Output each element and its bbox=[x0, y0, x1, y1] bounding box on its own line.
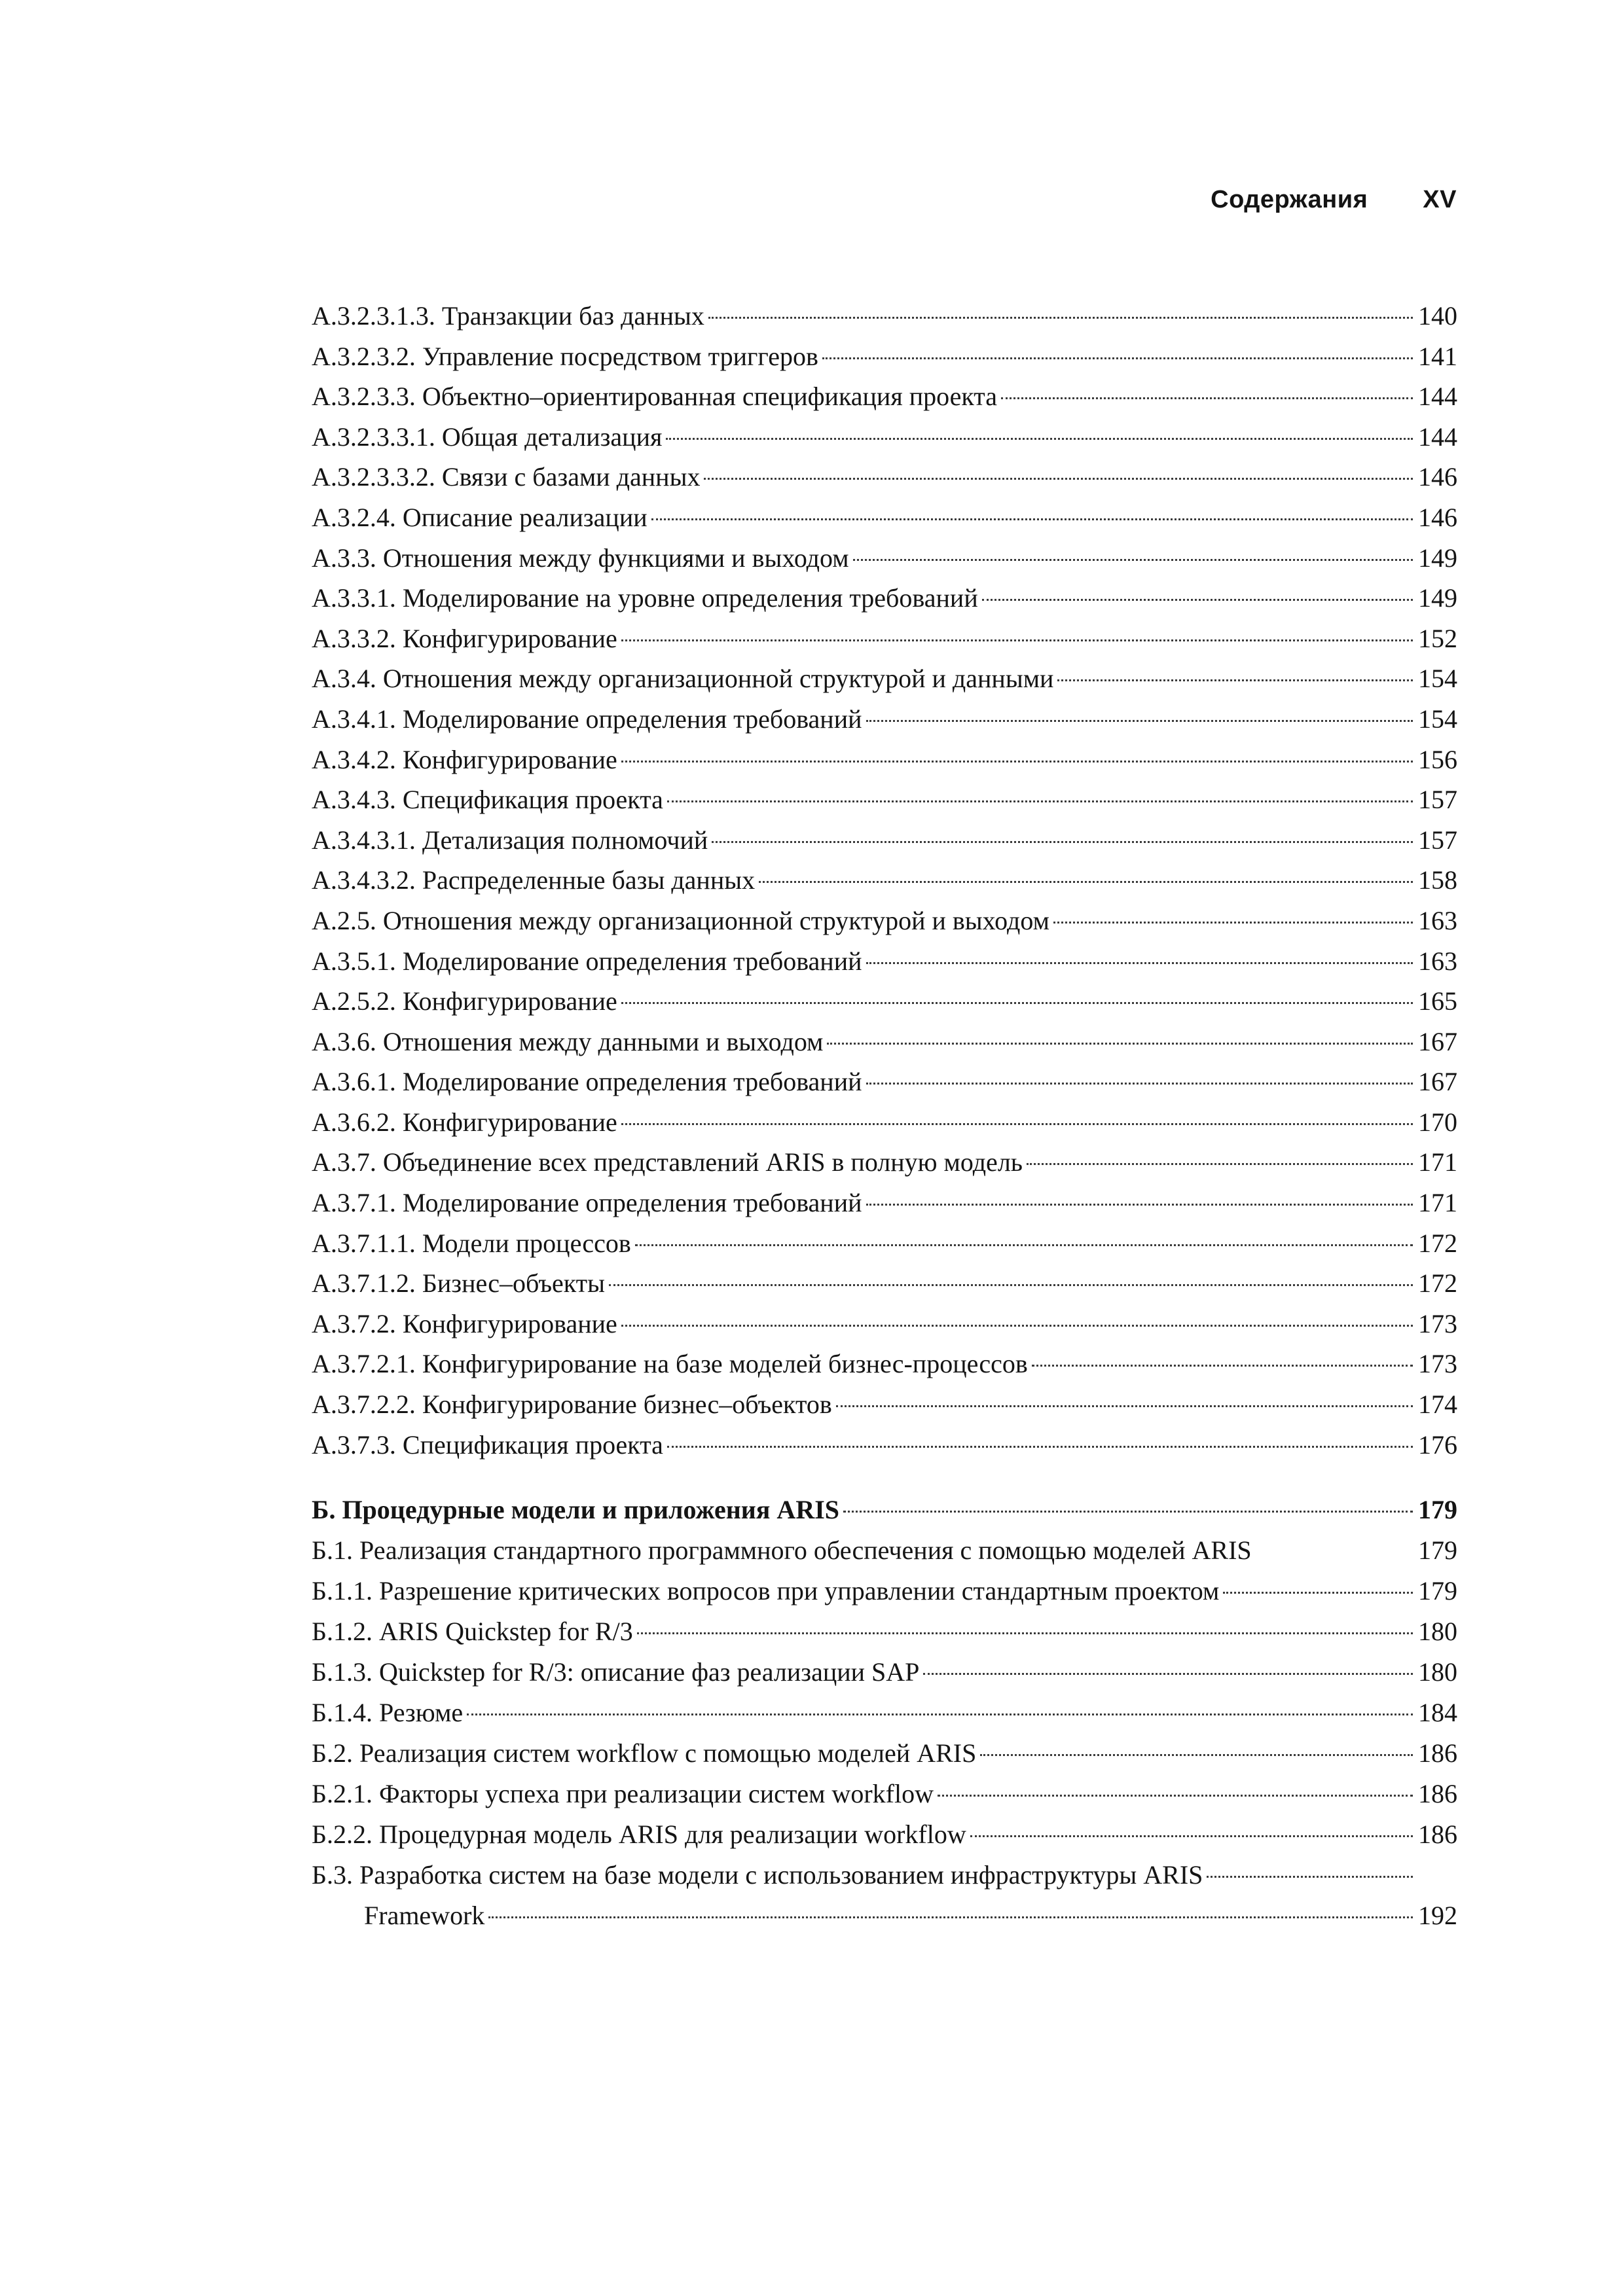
toc-entry-title: Б.1.4. Резюме bbox=[312, 1698, 464, 1727]
dot-leader bbox=[637, 1632, 1413, 1634]
toc-entry-page: 172 bbox=[1418, 1268, 1457, 1299]
toc-entry-page: 156 bbox=[1418, 744, 1457, 774]
toc-entry bbox=[312, 820, 1457, 861]
toc-entry-title: А.3.7.1.1. Модели процессов bbox=[312, 1228, 631, 1258]
dot-leader bbox=[836, 1405, 1413, 1407]
dot-leader bbox=[866, 1083, 1413, 1085]
toc-entry-title: А.3.7. Объединение всех представлений ARIS в полную модель bbox=[312, 1147, 1023, 1177]
toc-entry-title: А.2.5. Отношения между организационной структурой и выходом bbox=[312, 905, 1049, 935]
toc-entry-title-line1: Б.3. Разработка систем на базе модели с использованием инфраструктуры ARIS bbox=[312, 1860, 1203, 1890]
dot-leader bbox=[923, 1673, 1413, 1675]
toc-entry-page: 186 bbox=[1418, 1820, 1457, 1849]
dot-leader bbox=[827, 1043, 1413, 1045]
dot-leader bbox=[970, 1835, 1413, 1837]
toc-entry bbox=[312, 1384, 1457, 1425]
toc-entry-title: Б.1.1. Разрешение критических вопросов при управлении стандартным проектом bbox=[312, 1576, 1220, 1605]
toc-entry-page: 154 bbox=[1418, 664, 1457, 694]
toc-entry-page: 163 bbox=[1418, 905, 1457, 935]
dot-leader bbox=[1207, 1876, 1413, 1878]
toc-entry bbox=[312, 860, 1457, 901]
dot-leader bbox=[467, 1713, 1413, 1715]
toc-entry-title: А.3.6.2. Конфигурирование bbox=[312, 1107, 617, 1137]
toc-entry bbox=[312, 901, 1457, 941]
toc-entry-title: Б.2. Реализация систем workflow с помощью моделей ARIS bbox=[312, 1738, 977, 1768]
toc-entry-page: 171 bbox=[1418, 1188, 1457, 1218]
toc-chapter-title: Б. Процедурные модели и приложения ARIS bbox=[312, 1495, 840, 1524]
toc-entry-page: 157 bbox=[1418, 825, 1457, 855]
dot-leader bbox=[712, 841, 1413, 843]
toc-entry-title: А.3.2.3.1.3. Транзакции баз данных bbox=[312, 301, 704, 331]
toc-entry bbox=[312, 1223, 1457, 1264]
toc-entry bbox=[312, 619, 1457, 659]
dot-leader bbox=[866, 962, 1413, 964]
toc-section-b bbox=[312, 1490, 1457, 1936]
toc-entry-page: 179 bbox=[1418, 1535, 1457, 1565]
toc-entry bbox=[312, 1530, 1457, 1571]
dot-leader bbox=[822, 357, 1413, 359]
toc-entry-page: 186 bbox=[1418, 1738, 1457, 1768]
toc-entry-title: Б.1. Реализация стандартного программного обеспечения с помощью моделей ARIS bbox=[312, 1535, 1252, 1565]
dot-leader bbox=[759, 881, 1413, 883]
toc-entry-page: 146 bbox=[1418, 462, 1457, 492]
toc-entry-page: 172 bbox=[1418, 1228, 1457, 1258]
toc-entry-page: 180 bbox=[1418, 1617, 1457, 1646]
toc-entry bbox=[312, 780, 1457, 820]
toc-entry-title: А.3.3.1. Моделирование на уровне определения требований bbox=[312, 583, 978, 613]
dot-leader bbox=[980, 1754, 1413, 1756]
dot-leader bbox=[621, 761, 1413, 762]
dot-leader bbox=[708, 317, 1413, 319]
toc-entry-page: 144 bbox=[1418, 422, 1457, 452]
toc-entry-page: 186 bbox=[1418, 1779, 1457, 1808]
toc-entry-title: А.3.5.1. Моделирование определения требований bbox=[312, 946, 862, 976]
toc-entry-title: Б.1.3. Quickstep for R/3: описание фаз реализации SAP bbox=[312, 1657, 920, 1687]
dot-leader bbox=[667, 800, 1413, 802]
toc-entry-title: А.3.7.2.1. Конфигурирование на базе моделей бизнес-процессов bbox=[312, 1349, 1028, 1379]
toc-entry-page: 152 bbox=[1418, 623, 1457, 653]
toc-entry-page: 141 bbox=[1418, 341, 1457, 371]
toc-entry-page: 146 bbox=[1418, 502, 1457, 532]
toc-entry-title: А.3.2.4. Описание реализации bbox=[312, 502, 647, 532]
toc-entry bbox=[312, 1304, 1457, 1344]
toc-entry bbox=[312, 981, 1457, 1022]
toc-entry-page: 163 bbox=[1418, 946, 1457, 976]
dot-leader bbox=[1027, 1163, 1413, 1165]
dot-leader bbox=[621, 1123, 1413, 1125]
toc-entry bbox=[312, 1571, 1457, 1611]
toc-entry-title-line2: Framework bbox=[364, 1901, 485, 1930]
toc-entry bbox=[312, 417, 1457, 457]
toc-entry-page: 144 bbox=[1418, 382, 1457, 412]
dot-leader bbox=[1032, 1365, 1413, 1367]
toc-entry-title: А.3.4.3. Спецификация проекта bbox=[312, 785, 663, 815]
toc-entry-title: Б.1.2. ARIS Quickstep for R/3 bbox=[312, 1617, 633, 1646]
dot-leader bbox=[621, 639, 1413, 641]
toc-entry-title: А.3.7.2.2. Конфигурирование бизнес–объектов bbox=[312, 1390, 832, 1420]
toc-chapter-page: 179 bbox=[1418, 1495, 1457, 1524]
toc-entry-page: 192 bbox=[1418, 1901, 1457, 1930]
toc-entry bbox=[312, 941, 1457, 982]
toc-entry-title: А.3.7.2. Конфигурирование bbox=[312, 1308, 617, 1338]
dot-leader bbox=[1001, 397, 1413, 399]
dot-leader bbox=[667, 1446, 1413, 1448]
toc-section-a bbox=[312, 296, 1457, 1465]
dot-leader bbox=[651, 518, 1413, 520]
toc-entry bbox=[312, 699, 1457, 740]
dot-leader bbox=[621, 1002, 1413, 1004]
toc-entry bbox=[312, 1693, 1457, 1733]
toc-entry-title: А.3.3.2. Конфигурирование bbox=[312, 623, 617, 653]
toc-entry-title: А.2.5.2. Конфигурирование bbox=[312, 986, 617, 1016]
toc-entry-title: А.3.2.3.3.2. Связи с базами данных bbox=[312, 462, 701, 492]
dot-leader bbox=[704, 478, 1413, 480]
dot-leader bbox=[666, 438, 1413, 440]
toc-entry-title: А.3.4.3.1. Детализация полномочий bbox=[312, 825, 708, 855]
dot-leader bbox=[866, 1204, 1413, 1206]
toc-entry-title: А.3.4.2. Конфигурирование bbox=[312, 744, 617, 774]
toc-entry bbox=[312, 658, 1457, 699]
toc-entry-page: 149 bbox=[1418, 543, 1457, 573]
toc-entry-page: 179 bbox=[1418, 1576, 1457, 1605]
toc-entry-title: А.3.7.1. Моделирование определения требований bbox=[312, 1188, 862, 1218]
toc-entry-page: 165 bbox=[1418, 986, 1457, 1016]
toc-entry bbox=[312, 1022, 1457, 1062]
running-header bbox=[1211, 186, 1457, 214]
toc-entry-title: А.3.7.3. Спецификация проекта bbox=[312, 1429, 663, 1460]
toc-entry-title: А.3.2.3.3. Объектно–ориентированная спецификация проекта bbox=[312, 382, 998, 412]
dot-leader bbox=[635, 1244, 1413, 1246]
toc-entry-title: А.3.4.1. Моделирование определения требований bbox=[312, 704, 862, 734]
toc-entry bbox=[312, 1774, 1457, 1814]
toc-entry-multiline bbox=[312, 1855, 1457, 1936]
toc-entry-page: 167 bbox=[1418, 1067, 1457, 1097]
toc-entry bbox=[312, 1611, 1457, 1652]
dot-leader bbox=[609, 1284, 1413, 1286]
dot-leader bbox=[938, 1795, 1413, 1797]
toc-entry bbox=[312, 740, 1457, 780]
toc-entry bbox=[312, 1263, 1457, 1304]
header-section-title: Содержания bbox=[1211, 186, 1368, 213]
toc-entry bbox=[312, 1183, 1457, 1223]
toc-entry-page: 158 bbox=[1418, 865, 1457, 895]
dot-leader bbox=[843, 1511, 1413, 1513]
dot-leader bbox=[488, 1916, 1413, 1918]
dot-leader bbox=[621, 1325, 1413, 1327]
dot-leader bbox=[853, 559, 1413, 561]
toc-entry-page: 173 bbox=[1418, 1308, 1457, 1338]
toc-entry bbox=[312, 1425, 1457, 1465]
toc-chapter-heading bbox=[312, 1490, 1457, 1530]
dot-leader bbox=[866, 720, 1413, 722]
toc-entry bbox=[312, 497, 1457, 538]
toc-entry bbox=[312, 578, 1457, 619]
toc-entry-title: А.3.2.3.2. Управление посредством триггеров bbox=[312, 341, 818, 371]
toc-entry bbox=[312, 1142, 1457, 1183]
toc-entry-page: 176 bbox=[1418, 1429, 1457, 1460]
toc-entry-title: Б.2.1. Факторы успеха при реализации систем workflow bbox=[312, 1779, 934, 1808]
toc-entry-page: 173 bbox=[1418, 1349, 1457, 1379]
header-page-number: XV bbox=[1423, 186, 1457, 213]
toc-entry-title: А.3.6. Отношения между данными и выходом bbox=[312, 1026, 824, 1056]
toc-entry-page: 167 bbox=[1418, 1026, 1457, 1056]
toc-entry-page: 149 bbox=[1418, 583, 1457, 613]
toc-entry-title: Б.2.2. Процедурная модель ARIS для реализации workflow bbox=[312, 1820, 966, 1849]
toc-entry bbox=[312, 376, 1457, 417]
toc-entry bbox=[312, 538, 1457, 579]
toc-entry-page: 157 bbox=[1418, 785, 1457, 815]
toc-entry-page: 140 bbox=[1418, 301, 1457, 331]
toc-entry-title: А.3.3. Отношения между функциями и выходом bbox=[312, 543, 849, 573]
dot-leader bbox=[1053, 922, 1413, 924]
toc-entry bbox=[312, 1652, 1457, 1693]
toc-entry bbox=[312, 1733, 1457, 1774]
dot-leader bbox=[1057, 679, 1413, 681]
toc-entry-page: 180 bbox=[1418, 1657, 1457, 1687]
toc-entry-page: 170 bbox=[1418, 1107, 1457, 1137]
toc-entry bbox=[312, 457, 1457, 497]
dot-leader bbox=[1223, 1592, 1413, 1594]
toc-entry-page: 171 bbox=[1418, 1147, 1457, 1177]
toc-entry-title: А.3.2.3.3.1. Общая детализация bbox=[312, 422, 663, 452]
toc-entry-page: 154 bbox=[1418, 704, 1457, 734]
toc-entry-page: 184 bbox=[1418, 1698, 1457, 1727]
toc-entry-title: А.3.6.1. Моделирование определения требований bbox=[312, 1067, 862, 1097]
toc-entry bbox=[312, 1102, 1457, 1143]
toc-entry bbox=[312, 1062, 1457, 1102]
toc-entry-title: А.3.4. Отношения между организационной структурой и данными bbox=[312, 664, 1054, 694]
dot-leader bbox=[982, 599, 1413, 601]
toc-entry-title: А.3.7.1.2. Бизнес–объекты bbox=[312, 1268, 606, 1299]
toc-entry bbox=[312, 1344, 1457, 1384]
toc-entry bbox=[312, 1814, 1457, 1855]
toc-entry bbox=[312, 296, 1457, 336]
toc-entry-title: А.3.4.3.2. Распределенные базы данных bbox=[312, 865, 756, 895]
toc-entry bbox=[312, 336, 1457, 377]
toc-entry-page: 174 bbox=[1418, 1390, 1457, 1420]
